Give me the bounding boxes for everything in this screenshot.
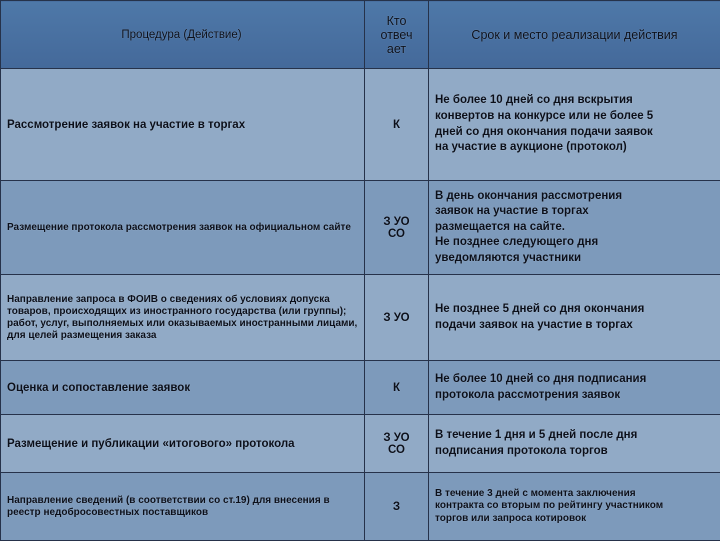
row-term-line: дней со дня окончания подачи заявок: [435, 125, 714, 141]
row-term-line: Не более 10 дней со дня вскрытия: [435, 93, 714, 109]
row-term-line: Не позднее следующего дня: [435, 235, 714, 251]
row-who-line: З УО: [371, 312, 422, 324]
row-term-line: В день окончания рассмотрения: [435, 189, 714, 205]
row-term: [429, 69, 720, 181]
table-row: [1, 69, 720, 181]
row-term-line: размещается на сайте.: [435, 220, 714, 236]
row-term-line: уведомляются участники: [435, 251, 714, 267]
table-row: [1, 275, 720, 361]
row-who-line: З УО: [371, 432, 422, 444]
row-term: [429, 181, 720, 275]
table-header-row: [1, 1, 720, 69]
row-who-line: К: [371, 119, 422, 131]
row-term-line: на участие в аукционе (протокол): [435, 140, 714, 156]
row-term-line: подачи заявок на участие в торгах: [435, 318, 714, 334]
row-term-line: торгов или запроса котировок: [435, 513, 714, 526]
row-who: [365, 69, 429, 181]
table-row: [1, 361, 720, 415]
row-term-line: Не более 10 дней со дня подписания: [435, 372, 714, 388]
row-term: [429, 275, 720, 361]
row-procedure: Размещение и публикации «итогового» протокола: [1, 415, 365, 473]
header-who-line: Кто: [371, 14, 422, 28]
row-term-line: В течение 1 дня и 5 дней после дня: [435, 428, 714, 444]
row-who-line: К: [371, 382, 422, 394]
row-term-line: В течение 3 дней с момента заключения: [435, 488, 714, 501]
header-term: Срок и место реализации действия: [429, 1, 720, 69]
row-term: [429, 473, 720, 541]
row-who-line: СО: [371, 444, 422, 456]
table-row: [1, 473, 720, 541]
row-procedure: Размещение протокола рассмотрения заявок на официальном сайте: [1, 181, 365, 275]
row-term-line: контракта со вторым по рейтингу участником: [435, 500, 714, 513]
row-procedure: Оценка и сопоставление заявок: [1, 361, 365, 415]
row-who: [365, 473, 429, 541]
row-procedure: Рассмотрение заявок на участие в торгах: [1, 69, 365, 181]
row-who-line: СО: [371, 228, 422, 240]
row-procedure: Направление запроса в ФОИВ о сведениях об условиях допуска товаров, происходящих из иностранного государства (или группы); работ, услуг, выполняемых или оказываемых иностранными лицами, для целей размещения заказа: [1, 275, 365, 361]
row-who-line: З УО: [371, 216, 422, 228]
header-procedure: Процедура (Действие): [1, 1, 365, 69]
row-term: [429, 361, 720, 415]
row-term-line: заявок на участие в торгах: [435, 204, 714, 220]
row-term-line: подписания протокола торгов: [435, 444, 714, 460]
row-term-line: конвертов на конкурсе или не более 5: [435, 109, 714, 125]
row-who: [365, 181, 429, 275]
header-who-line: ает: [371, 42, 422, 56]
row-who: [365, 415, 429, 473]
row-procedure: Направление сведений (в соответствии со ст.19) для внесения в реестр недобросовестных поставщиков: [1, 473, 365, 541]
row-who: [365, 361, 429, 415]
row-term: [429, 415, 720, 473]
row-who-line: З: [371, 501, 422, 513]
header-who-line: отвеч: [371, 28, 422, 42]
row-term-line: Не позднее 5 дней со дня окончания: [435, 302, 714, 318]
header-who: [365, 1, 429, 69]
table-row: [1, 415, 720, 473]
row-term-line: протокола рассмотрения заявок: [435, 388, 714, 404]
row-who: [365, 275, 429, 361]
table-row: [1, 181, 720, 275]
